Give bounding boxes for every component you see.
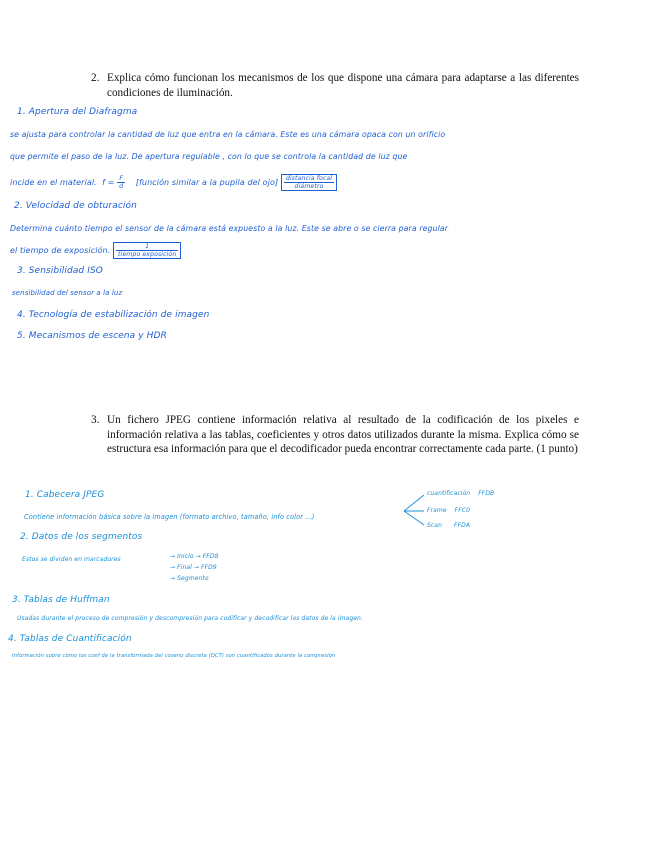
branch-label: Frame [427, 507, 447, 514]
focal-denominator: diámetro [294, 183, 324, 190]
formula-note: [función similar a la pupila del ojo] [135, 178, 279, 187]
formula-lhs: f = [102, 178, 115, 187]
answer-line: Determina cuánto tiempo el sensor de la cámara está expuesto a la luz. Este se abre o se cierra para regular [10, 224, 449, 233]
branch-code: FFDB [478, 490, 495, 497]
question-number: 2. [91, 72, 100, 84]
branch-code: FFC0 [454, 507, 470, 514]
branch-item [427, 522, 470, 529]
answer-heading: 4. Tecnología de estabilización de imagen [17, 310, 210, 320]
answer-line: Estos se dividen en marcadores [22, 556, 121, 563]
answer-heading: 4. Tablas de Cuantificación [8, 634, 132, 644]
answer-line: Usadas durante el proceso de compresión y descompresión para codificar y decodificar los datos de la imagen. [17, 615, 363, 622]
question-text: Explica cómo funcionan los mecanismos de los que dispone una cámara para adaptarse a las diferentes condiciones de iluminación. [107, 72, 579, 99]
exposure-denominator: tiempo exposición [118, 251, 177, 258]
branch-item [427, 490, 494, 497]
answer-heading: 5. Mecanismos de escena y HDR [17, 331, 167, 341]
answer-line: se ajusta para controlar la cantidad de luz que entra en la cámara. Este es una cámara opaca con un orificio [10, 130, 446, 139]
marker-item: → Inicio → FFD8 [170, 553, 219, 560]
branch-label: cuantificación [427, 490, 471, 497]
branch-code: FFDA [454, 522, 471, 529]
answer-line: sensibilidad del sensor a la luz [12, 289, 123, 297]
formula-numerator: F [117, 175, 125, 183]
branch-item [427, 507, 470, 514]
answer-heading: 2. Datos de los segmentos [20, 532, 143, 542]
answer-heading: 3. Tablas de Huffman [12, 595, 110, 605]
marker-item: → Final → FFD9 [170, 564, 217, 571]
answer-line: Contiene información básica sobre la imagen (formato archivo, tamaño, info color ...) [24, 513, 315, 521]
question-text: Un fichero JPEG contiene información relativa al resultado de la codificación de los pixeles e información relativa a las tablas, coeficientes y otros datos utilizados durante la misma. Explica cómo se estructura esa información para que el decodificador pueda encontrar correctamente cada parte. (1 punto) [107, 414, 579, 455]
marker-item: → Segmento [170, 575, 209, 582]
answer-text: el tiempo de exposición. [10, 246, 111, 255]
branch-label: Scan [427, 522, 442, 529]
answer-heading: 2. Velocidad de obturación [14, 201, 137, 211]
formula-denominator: d [119, 183, 124, 190]
answer-text: incide en el material. [10, 178, 97, 187]
answer-heading: 1. Apertura del Diafragma [17, 107, 138, 117]
exposure-numerator: 1 [116, 243, 178, 251]
answer-line: que permite el paso de la luz. De apertura regulable , con lo que se controla la cantidad de luz que [10, 152, 408, 161]
focal-numerator: distancia focal [285, 175, 333, 182]
question-number: 3. [91, 414, 100, 426]
answer-heading: 1. Cabecera JPEG [25, 490, 105, 500]
answer-heading: 3. Sensibilidad ISO [17, 266, 103, 276]
answer-line: Información sobre cómo los coef de la transformada del coseno discreta (DCT) son cuantificados durante la compresión [12, 653, 336, 659]
